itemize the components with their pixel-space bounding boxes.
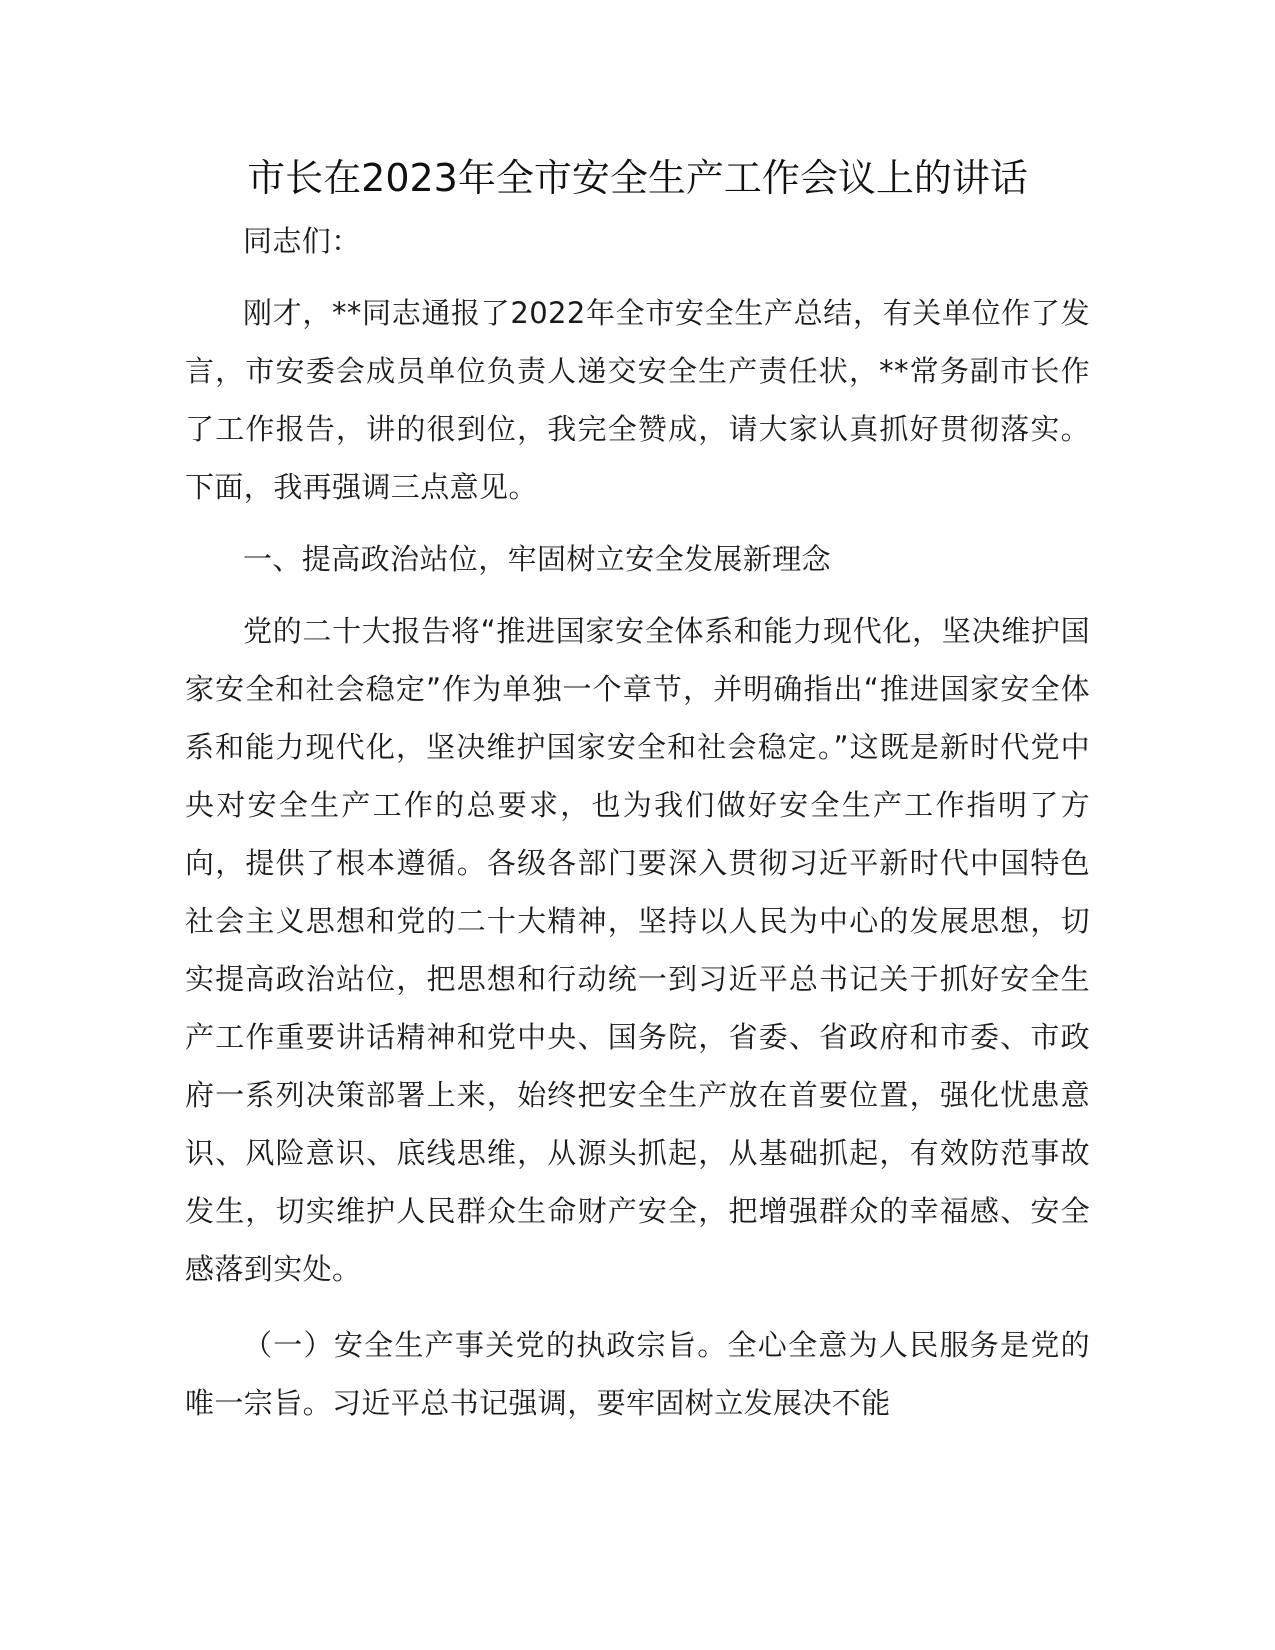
body-paragraph-1: 党的二十大报告将“推进国家安全体系和能力现代化，坚决维护国家安全和社会稳定”作为单独一个章节，并明确指出“推进国家安全体系和能力现代化，坚决维护国家安全和社会稳定。”这既是新时代党中央对安全生产工作的总要求，也为我们做好安全生产工作指明了方向，提供了根本遵循。各级各部门要深入贯彻习近平新时代中国特色社会主义思想和党的二十大精神，坚持以人民为中心的发展思想，切实提高政治站位，把思想和行动统一到习近平总书记关于抓好安全生产工作重要讲话精神和党中央、国务院，省委、省政府和市委、市政府一系列决策部署上来，始终把安全生产放在首要位置，强化忧患意识、风险意识、底线思维，从源头抓起，从基础抓起，有效防范事故发生，切实维护人民群众生命财产安全，把增强群众的幸福感、安全感落到实处。 <box>185 614 1090 1286</box>
document-body <box>185 148 1090 1432</box>
document-title: 市长在2023年全市安全生产工作会议上的讲话 <box>247 156 1028 200</box>
body-paragraph-2: （一）安全生产事关党的执政宗旨。全心全意为人民服务是党的唯一宗旨。习近平总书记强调，要牢固树立发展决不能 <box>185 1328 1090 1420</box>
greeting: 同志们： <box>243 224 361 258</box>
section-heading: 一、提高政治站位，牢固树立安全发展新理念 <box>243 542 832 576</box>
intro-paragraph: 刚才，**同志通报了2022年全市安全生产总结，有关单位作了发言，市安委会成员单位负责人递交安全生产责任状，**常务副市长作了工作报告，讲的很到位，我完全赞成，请大家认真抓好贯彻落实。下面，我再强调三点意见。 <box>185 296 1090 504</box>
